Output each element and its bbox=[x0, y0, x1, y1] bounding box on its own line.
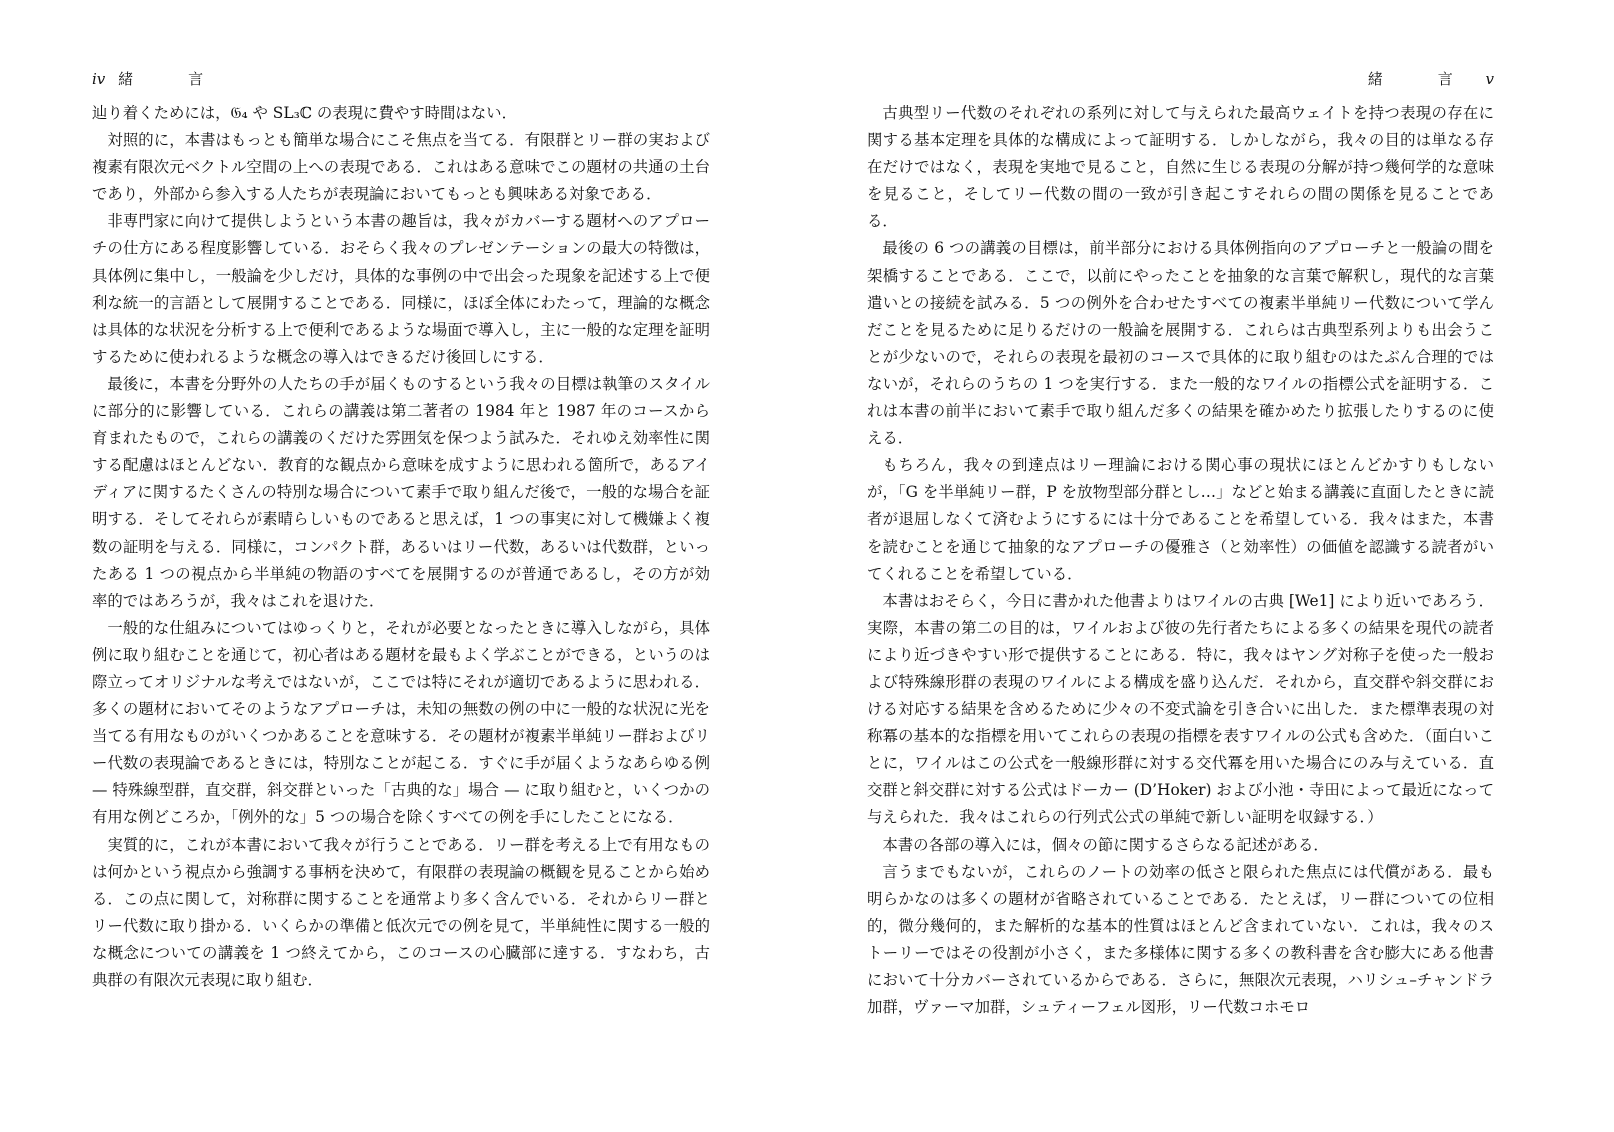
page-number: iv bbox=[92, 70, 106, 88]
paragraph: 辿り着くためには，𝔊₄ や SL₃ℂ の表現に費やす時間はない． bbox=[92, 104, 517, 122]
paragraph: 対照的に，本書はもっとも簡単な場合にこそ焦点を当てる．有限群とリー群の実および複素有限次元ベクトル空間の上への表現である．これはある意味でこの題材の共通の土台であり，外部から参入する人たちが表現論においてもっとも興味ある対象である． bbox=[92, 131, 710, 204]
paragraph: 最後に，本書を分野外の人たちの手が届くものするという我々の目標は執筆のスタイルに部分的に影響している．これらの講義は第二著者の 1984 年と 1987 年のコースから育まれたもので，これらの講義のくだけた雰囲気を保つよう試みた．それゆえ効率性に関する配慮はほとんどない．教育的な観点から意味を成すように思われる箇所で，あるアイディアに関するたくさんの特別な場合について素手で取り組んだ後で，一般的な場合を証明する．そしてそれらが素晴らしいものであると思えば，1 つの事実に対して機嫌よく複数の証明を与える．同様に，コンパクト群，あるいはリー代数，あるいは代数群，といったある 1 つの視点から半単純の物語のすべてを展開するのが普通であるし，その方が効率的ではあろうが，我々はこれを退けた． bbox=[92, 374, 710, 610]
paragraph: 一般的な仕組みについてはゆっくりと，それが必要となったときに導入しながら，具体例に取り組むことを通じて，初心者はある題材を最もよく学ぶことができる，というのは際立ってオリジナルな考えではないが，ここでは特にそれが適切であるように思われる．多くの題材においてそのようなアプローチは，未知の無数の例の中に一般的な状況に光を当てる有用なものがいくつかあることを意味する．その題材が複素半単純リー群およびリー代数の表現論であるときには，特別なことが起こる．すぐに手が届くようなあらゆる例 — 特殊線型群，直交群，斜交群といった「古典的な」場合 — に取り組むと，いくつかの有用な例どころか，「例外的な」5 つの場合を除くすべての例を手にしたことになる． bbox=[92, 618, 710, 827]
paragraph: 実質的に，これが本書において我々が行うことである．リー群を考える上で有用なものは何かという視点から強調する事柄を決めて，有限群の表現論の概観を見ることから始める．この点に関して，対称群に関することを通常より多く含んでいる．それからリー群とリー代数に取り掛かる．いくらかの準備と低次元での例を見て，半単純性に関する一般的な概念についての講義を 1 つ終えてから，このコースの心臓部に達する．すなわち，古典群の有限次元表現に取り組む． bbox=[92, 835, 710, 989]
left-page-body bbox=[92, 100, 710, 994]
running-head-right bbox=[1360, 68, 1494, 89]
paragraph: 言うまでもないが，これらのノートの効率の低さと限られた焦点には代償がある．最も明らかなのは多くの題材が省略されていることである．たとえば，リー群についての位相的，微分幾何的，また解析的な基本的性質はほとんど含まれていない．これは，我々のストーリーではその役割が小さく，また多様体に関する多くの教科書を含む膨大にある他書において十分カバーされているからである．さらに，無限次元表現，ハリシュ–チャンドラ加群，ヴァーマ加群，シュティーフェル図形，リー代数コホモロ bbox=[867, 862, 1494, 1017]
right-page bbox=[807, 0, 1614, 1132]
paragraph: 古典型リー代数のそれぞれの系列に対して与えられた最高ウェイトを持つ表現の存在に関する基本定理を具体的な構成によって証明する．しかしながら，我々の目的は単なる存在だけではなく，表現を実地で見ること，自然に生じる表現の分解が持つ幾何学的な意味を見ること，そしてリー代数の間の一致が引き起こすそれらの間の関係を見ることである． bbox=[867, 104, 1494, 231]
running-head-left bbox=[92, 68, 231, 89]
paragraph: 本書の各部の導入には，個々の節に関するさらなる記述がある． bbox=[882, 835, 1329, 854]
page-number: v bbox=[1485, 70, 1494, 88]
running-head-title: 緒 言 bbox=[118, 70, 224, 88]
paragraph: 本書はおそらく，今日に書かれた他書よりはワイルの古典 [We1] により近いであろう．実際，本書の第二の目的は，ワイルおよび彼の先行者たちによる多くの結果を現代の読者により近づきやすい形で提供することにある．特に，我々はヤング対称子を使った一般および特殊線形群の表現のワイルによる構成を盛り込んだ．それから，直交群や斜交群における対応する結果を含めるために少々の不変式論を引き合いに出した．また標準表現の対称冪の基本的な指標を用いてこれらの表現の指標を表すワイルの公式も含めた．（面白いことに，ワイルはこの公式を一般線形群に対する交代冪を用いた場合にのみ与えている．直交群と斜交群に対する公式はドーカー (D’Hoker) および小池・寺田によって最近になって与えられた．我々はこれらの行列式公式の単純で新しい証明を収録する．） bbox=[867, 591, 1494, 827]
running-head-title: 緒 言 bbox=[1367, 70, 1473, 88]
paragraph: 最後の 6 つの講義の目標は，前半部分における具体例指向のアプローチと一般論の間を架橋することである．ここで，以前にやったことを抽象的な言葉で解釈し，現代的な言葉遣いとの接続を試みる．5 つの例外を合わせたすべての複素半単純リー代数について学んだことを見るために足りるだけの一般論を展開する．これらは古典型系列よりも出会うことが少ないので，それらの表現を最初のコースで具体的に取り組むのはたぶん合理的ではないが，それらのうちの 1 つを実行する．また一般的なワイルの指標公式を証明する．これは本書の前半において素手で取り組んだ多くの結果を確かめたり拡張したりするのに使える． bbox=[867, 239, 1494, 448]
paragraph: もちろん，我々の到達点はリー理論における関心事の現状にほとんどかすりもしないが，「G を半単純リー群，P を放物型部分群とし…」などと始まる講義に直面したときに読者が退屈しなくて済むようにするには十分であることを希望している．我々はまた，本書を読むことを通じて抽象的なアプローチの優雅さ（と効率性）の価値を認識する読者がいてくれることを希望している． bbox=[867, 456, 1494, 583]
right-page-body bbox=[867, 100, 1494, 1021]
paragraph: 非専門家に向けて提供しようという本書の趣旨は，我々がカバーする題材へのアプローチの仕方にある程度影響している．おそらく我々のプレゼンテーションの最大の特徴は，具体例に集中し，一般論を少しだけ，具体的な事例の中で出会った現象を記述する上で便利な統一的言語として展開することである．同様に，ほぼ全体にわたって，理論的な概念は具体的な状況を分析する上で便利であるような場面で導入し，主に一般的な定理を証明するために使われるような概念の導入はできるだけ後回しにする． bbox=[92, 212, 710, 366]
